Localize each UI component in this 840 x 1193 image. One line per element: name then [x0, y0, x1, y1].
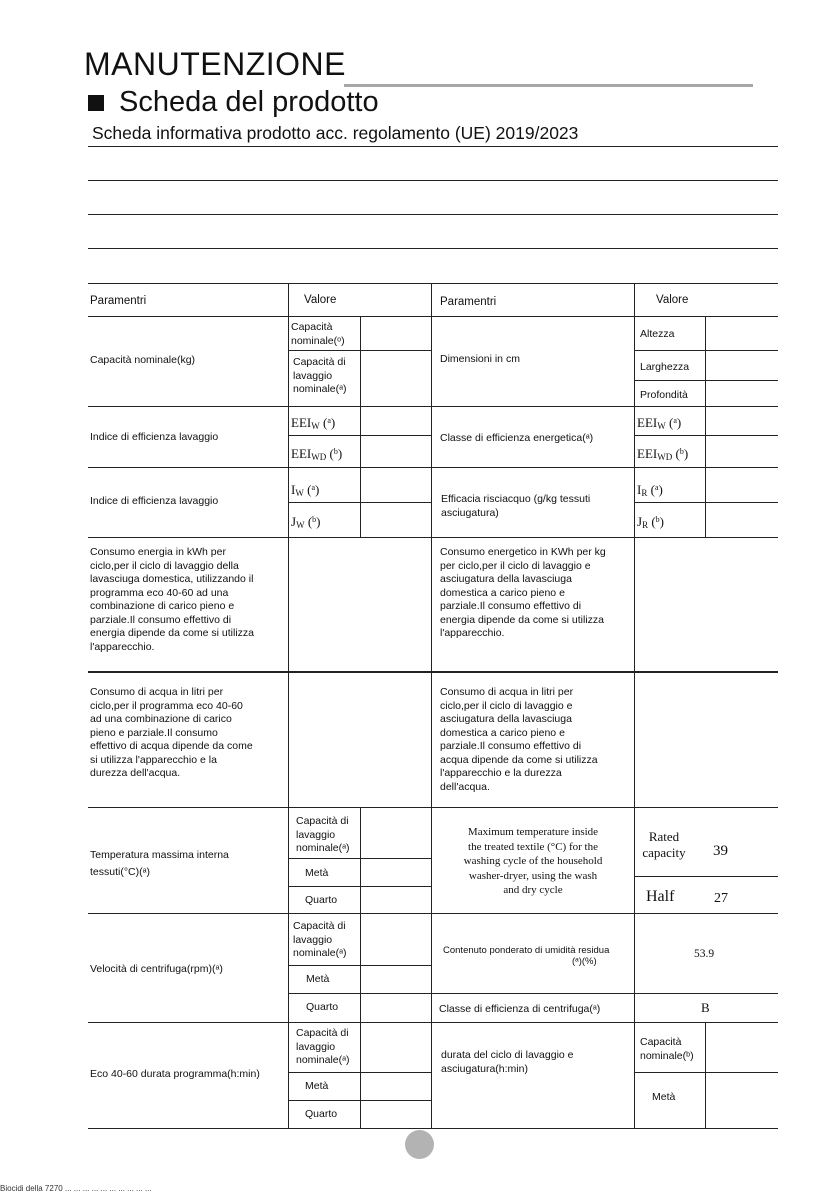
- symbol-eeiw-right: $EEI_W$ ($^a$): [637, 415, 682, 431]
- sub-label-capacita-lavaggio: Capacità di lavaggio nominale(ᵃ): [293, 920, 347, 959]
- table-row-border: [88, 1022, 778, 1023]
- sub-row-border: [288, 858, 431, 859]
- row-label-durata-ciclo: durata del ciclo di lavaggio e asciugatura(h:min): [441, 1049, 574, 1075]
- row-label-umidita-unit: (ᵃ)(%): [572, 956, 597, 967]
- table-row-border: [88, 406, 778, 407]
- sub-label-capacita-nominale: Capacità nominale(ᵇ): [640, 1036, 694, 1062]
- sub-label-meta: Metà: [306, 973, 330, 985]
- sub-label-rated-capacity: Rated capacity: [642, 829, 686, 860]
- symbol-jr: $J_R$ ($^b$): [637, 514, 665, 530]
- table-col-border: [634, 283, 635, 1129]
- row-label-efficienza: Indice di efficienza lavaggio: [90, 431, 219, 443]
- sub-label-capacita-lavaggio: Capacità di lavaggio nominale(ᵃ): [296, 1027, 350, 1066]
- table-col-border: [360, 316, 361, 467]
- table-row-border: [88, 467, 778, 468]
- row-label-risciacquo: Efficacia risciacquo (g/kg tessuti asciugatura): [441, 493, 591, 519]
- table-row-border: [88, 807, 778, 808]
- sub-row-border: [634, 1072, 778, 1073]
- sub-row-border: [634, 435, 778, 436]
- symbol-ir: $I_R$ ($^a$): [637, 482, 663, 498]
- symbol-eeiwd-right: $EEI_{WD}$ ($^b$): [637, 446, 689, 462]
- col-header-valore: Valore: [304, 294, 337, 306]
- symbol-jw: $J_W$ ($^b$): [291, 514, 321, 530]
- sub-label-meta-right: Metà: [652, 1091, 676, 1103]
- sub-label-quarto: Quarto: [305, 1108, 338, 1120]
- row-label-dimensioni: Dimensioni in cm: [440, 353, 520, 365]
- sub-row-border: [288, 435, 431, 436]
- sub-label-capacita-nominale: Capacità nominale(ᵒ): [291, 321, 345, 347]
- col-header-parametri: Paramentri: [90, 295, 147, 307]
- sub-row-border: [634, 350, 778, 351]
- value-rated-capacity: 39: [713, 843, 728, 859]
- rule-line: [88, 146, 778, 147]
- table-col-border: [288, 283, 289, 1129]
- symbol-eeiw: $EEI_W$ ($^a$): [291, 415, 336, 431]
- table-row-border: [88, 283, 778, 284]
- subtitle: Scheda informativa prodotto acc. regolamento (UE) 2019/2023: [92, 123, 579, 143]
- sub-label-capacita-lavaggio: Capacità di lavaggio nominale(ᵃ): [293, 356, 347, 395]
- row-label-classe-energetica: Classe di efficienza energetica(ᵃ): [440, 432, 594, 444]
- rule-line: [88, 214, 778, 215]
- sub-row-border: [288, 965, 431, 966]
- table-col-border: [360, 807, 361, 1128]
- row-label-durata-programma: Eco 40-60 durata programma(h:min): [90, 1068, 260, 1080]
- sub-row-border: [288, 1100, 431, 1101]
- table-row-border: [88, 1128, 778, 1129]
- sub-label-meta: Metà: [305, 867, 329, 879]
- page-title: MANUTENZIONE: [84, 46, 346, 82]
- table-col-border: [431, 283, 432, 1129]
- row-label-consumo-energia: Consumo energia in kWh per ciclo,per il ciclo di lavaggio della lavasciuga domestica, utilizzando il programma eco 40-60 ad una combinazione di carico pieno e parziale.Il consumo effettivo di energia dipende da come si utilizza l'apparecchio.: [90, 546, 255, 653]
- sub-row-border: [634, 876, 778, 877]
- footer-text: Biocidi della 7270 ... ... ... ... ... ... ... ... ... ...: [0, 1184, 152, 1193]
- sub-row-border: [288, 993, 431, 994]
- sub-row-border: [634, 380, 778, 381]
- table-row-border: [88, 537, 778, 538]
- row-label-temperatura: Temperatura massima interna tessuti(°C)(ᵃ): [90, 849, 229, 878]
- row-label-max-temperature: Maximum temperature inside the treated textile (°C) for the washing cycle of the household washer-dryer, using the wash and dry cycle: [463, 826, 603, 896]
- sub-label-altezza: Altezza: [640, 328, 675, 340]
- sub-row-border: [288, 1072, 431, 1073]
- sub-label-profondita: Profondità: [640, 389, 688, 401]
- row-label-consumo-acqua-right: Consumo di acqua in litri per ciclo,per il ciclo di lavaggio e asciugatura della lavasciuga domestica a carico pieno e parziale.Il consumo effettivo di acqua dipende da come si utilizza l'apparecchio e la durezza dell'acqua.: [440, 686, 598, 793]
- sub-label-larghezza: Larghezza: [640, 361, 690, 373]
- sub-row-border: [634, 502, 778, 503]
- sub-row-border: [288, 350, 431, 351]
- table-row-border: [88, 913, 778, 914]
- col-header-parametri-right: Paramentri: [440, 296, 497, 308]
- row-label-capacita: Capacità nominale(kg): [90, 354, 196, 366]
- symbol-iw: $I_W$ ($^a$): [291, 482, 320, 498]
- row-label-centrifuga: Velocità di centrifuga(rpm)(ᵃ): [90, 963, 223, 975]
- row-label-efficienza-2: Indice di efficienza lavaggio: [90, 495, 219, 507]
- value-half: 27: [714, 891, 728, 906]
- sub-row-border: [431, 993, 778, 994]
- col-header-valore-right: Valore: [656, 294, 689, 306]
- value-umidita-residua: 53.9: [694, 948, 715, 960]
- row-label-umidita-residua: Contenuto ponderato di umidità residua: [443, 945, 610, 956]
- table-row-border: [88, 316, 778, 317]
- rule-line: [88, 180, 778, 181]
- table-row-border: [88, 671, 778, 673]
- table-col-border: [705, 1022, 706, 1128]
- sub-label-quarto: Quarto: [306, 1001, 339, 1013]
- sub-row-border: [288, 502, 431, 503]
- row-label-classe-centrifuga: Classe di efficienza di centrifuga(ᵃ): [439, 1003, 601, 1015]
- page-number-circle: [405, 1130, 434, 1159]
- sub-label-half: Half: [646, 888, 675, 905]
- square-bullet-icon: [88, 95, 104, 111]
- row-label-consumo-acqua: Consumo di acqua in litri per ciclo,per il programma eco 40-60 ad una combinazione di carico pieno e parziale.Il consumo effettivo di acqua dipende da come si utilizza l'apparecchio e la durezza dell'acqua.: [90, 686, 253, 779]
- sub-label-quarto: Quarto: [305, 894, 338, 906]
- value-classe-centrifuga: B: [701, 1000, 710, 1015]
- rule-line: [88, 248, 778, 249]
- sub-label-meta: Metà: [305, 1080, 329, 1092]
- sub-label-capacita-lavaggio: Capacità di lavaggio nominale(ᵃ): [296, 815, 350, 854]
- section-title: Scheda del prodotto: [119, 86, 379, 118]
- symbol-eeiwd: $EEI_{WD}$ ($^b$): [291, 446, 343, 462]
- heading-rule: [344, 84, 753, 87]
- sub-row-border: [288, 886, 431, 887]
- row-label-consumo-energetico: Consumo energetico in KWh per kg per ciclo,per il ciclo di lavaggio e asciugatura della lavasciuga domestica a carico pieno e parziale.Il consumo effettivo di energia dipende da come si utilizza l'apparecchio.: [440, 546, 606, 639]
